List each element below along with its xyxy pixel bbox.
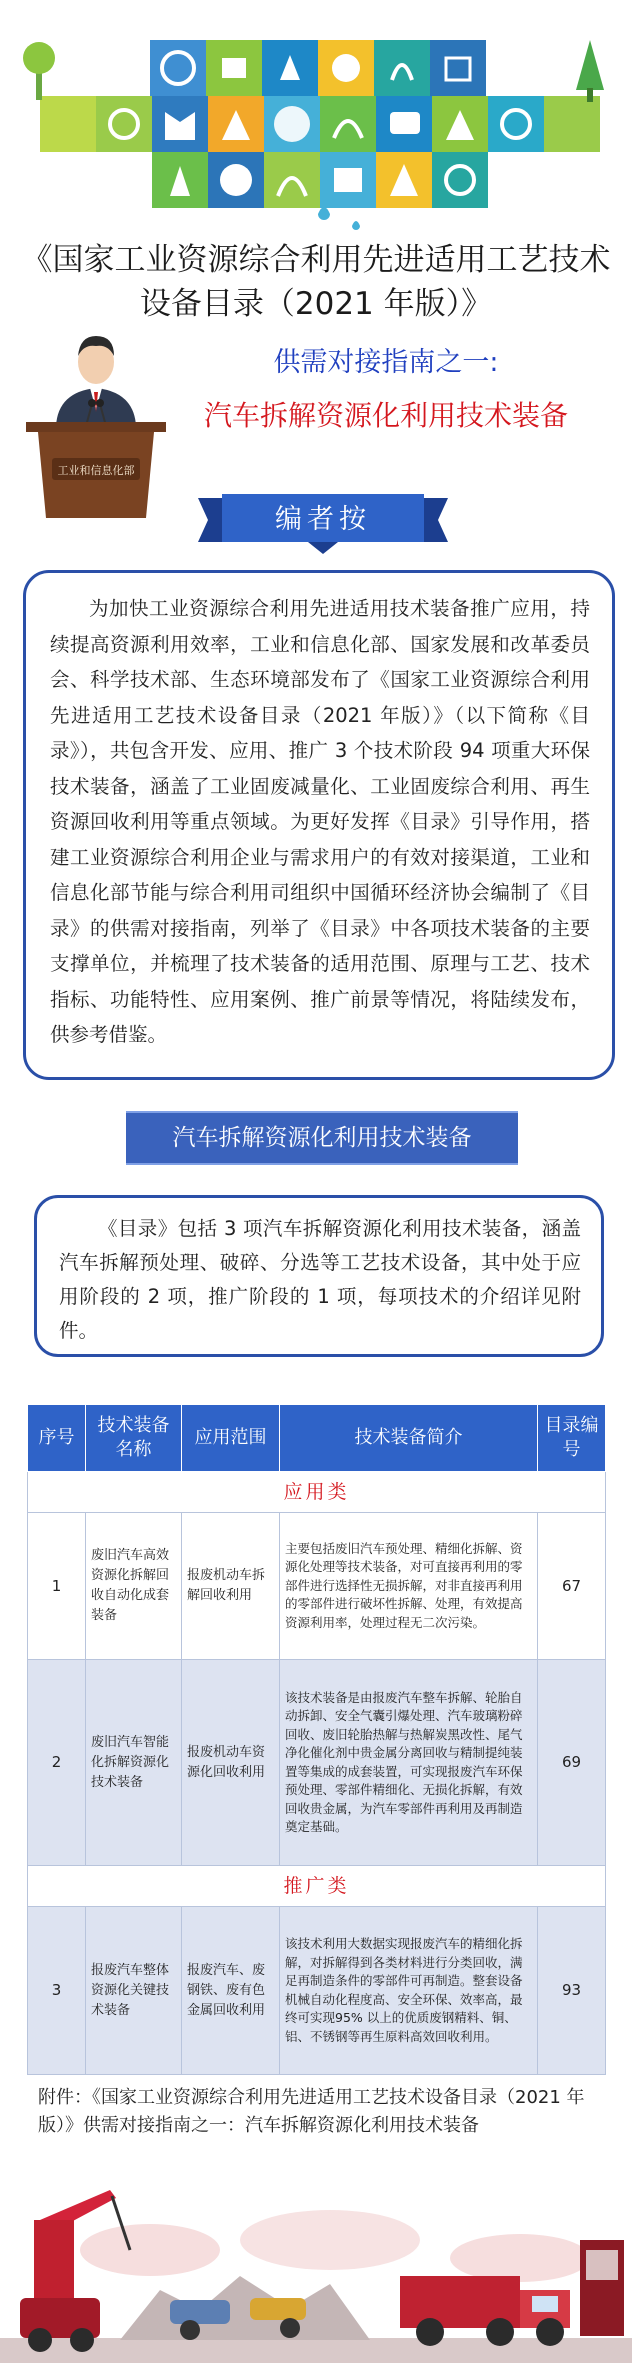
cell-scope: 报废汽车、废钢铁、废有色金属回收利用 xyxy=(182,1907,280,2075)
header-desc: 技术装备简介 xyxy=(280,1405,538,1472)
podium-label: 工业和信息化部 xyxy=(57,464,135,477)
intro-text: 为加快工业资源综合利用先进适用技术装备推广应用，持续提高资源利用效率，工业和信息化部、国家发展和改革委员会、科学技术部、生态环境部发布了《国家工业资源综合利用先进适用工艺技术设备目录（2021 年版）》（以下简称《目录》），共包含开发、应用、推广 3 个技术阶段 94 项重大环保技术装备，涵盖了工业固废减量化、工业固废综合利用、再生资源回收利用等重点领域。为更好发挥《目录》引导作用，搭建工业资源综合利用企业与需求用户的有效对接渠道，工业和信息化部节能与综合利用司组织中国循环经济协会编制了《目录》的供需对接指南，列举了《目录》中各项技术装备的主要支撑单位，并梳理了技术装备的适用范围、原理与工艺、技术指标、功能特性、应用案例、推广前景等情况，将陆续发布，供参考借鉴。 xyxy=(50,597,590,1046)
table-row xyxy=(28,1513,606,1660)
editor-note-label: 编者按 xyxy=(275,504,371,535)
intro-box xyxy=(23,570,615,1080)
summary-box xyxy=(34,1195,604,1357)
cell-name: 废旧汽车高效资源化拆解回收自动化成套装备 xyxy=(86,1513,182,1660)
subtitle-topic: 汽车拆解资源化利用技术装备 xyxy=(203,399,568,432)
cell-desc: 主要包括废旧汽车预处理、精细化拆解、资源化处理等技术装备，对可直接再利用的零部件进行选择性无损拆解，对非直接再利用的零部件进行破坏性拆解、处理，有效提高资源利用率，处理过程无二次污染。 xyxy=(280,1513,538,1660)
category-apply: 应用类 xyxy=(28,1472,606,1513)
category-promote: 推广类 xyxy=(28,1866,606,1907)
cell-no: 3 xyxy=(28,1907,86,2075)
table-header-row xyxy=(28,1405,606,1472)
cell-name: 废旧汽车智能化拆解资源化技术装备 xyxy=(86,1660,182,1866)
header-id: 目录编号 xyxy=(538,1405,606,1472)
cell-name: 报废汽车整体资源化关键技术装备 xyxy=(86,1907,182,2075)
table-row xyxy=(28,1660,606,1866)
header-no: 序号 xyxy=(28,1405,86,1472)
header-name: 技术装备名称 xyxy=(86,1405,182,1472)
subtitle-guide: 供需对接指南之一: xyxy=(273,347,499,378)
category-row-apply xyxy=(28,1472,606,1513)
cell-scope: 报废机动车资源化回收利用 xyxy=(182,1660,280,1866)
scrapyard-illustration xyxy=(0,2180,632,2363)
cell-no: 2 xyxy=(28,1660,86,1866)
table-row xyxy=(28,1907,606,2075)
summary-text: 《目录》包括 3 项汽车拆解资源化利用技术装备，涵盖汽车拆解预处理、破碎、分选等工艺技术设备，其中处于应用阶段的 2 项，推广阶段的 1 项，每项技术的介绍详见附件。 xyxy=(59,1217,581,1342)
main-title: 《国家工业资源综合利用先进适用工艺技术设备目录（2021 年版）》 xyxy=(21,242,611,322)
cell-id: 69 xyxy=(538,1660,606,1866)
cell-desc: 该技术利用大数据实现报废汽车的精细化拆解，对拆解得到各类材料进行分类回收，满足再制造条件的零部件可再制造。整套设备机械自动化程度高、安全环保、效率高，最终可实现95% 以上的优质废钢精料、铜、铝、不锈钢等再生原料高效回收利用。 xyxy=(280,1907,538,2075)
cell-id: 67 xyxy=(538,1513,606,1660)
appendix-text: 附件：《国家工业资源综合利用先进适用工艺技术设备目录（2021 年版）》供需对接指南之一：汽车拆解资源化利用技术装备 xyxy=(38,2087,585,2136)
cell-no: 1 xyxy=(28,1513,86,1660)
hero-illustration xyxy=(0,0,632,230)
tech-table xyxy=(27,1404,606,2075)
cell-scope: 报废机动车拆解回收利用 xyxy=(182,1513,280,1660)
header-scope: 应用范围 xyxy=(182,1405,280,1472)
cell-id: 93 xyxy=(538,1907,606,2075)
cell-desc: 该技术装备是由报废汽车整车拆解、轮胎自动拆卸、安全气囊引爆处理、汽车玻璃粉碎回收、废旧轮胎热解与热解炭黑改性、尾气净化催化剂中贵金属分离回收与精制提纯装置等集成的成套装置，可实现报废汽车环保预处理、零部件精细化、无损化拆解，有效回收贵金属，为汽车零部件再利用及再制造奠定基础。 xyxy=(280,1660,538,1866)
section-heading: 汽车拆解资源化利用技术装备 xyxy=(126,1111,518,1165)
speaker-illustration xyxy=(16,330,176,520)
category-row-promote xyxy=(28,1866,606,1907)
